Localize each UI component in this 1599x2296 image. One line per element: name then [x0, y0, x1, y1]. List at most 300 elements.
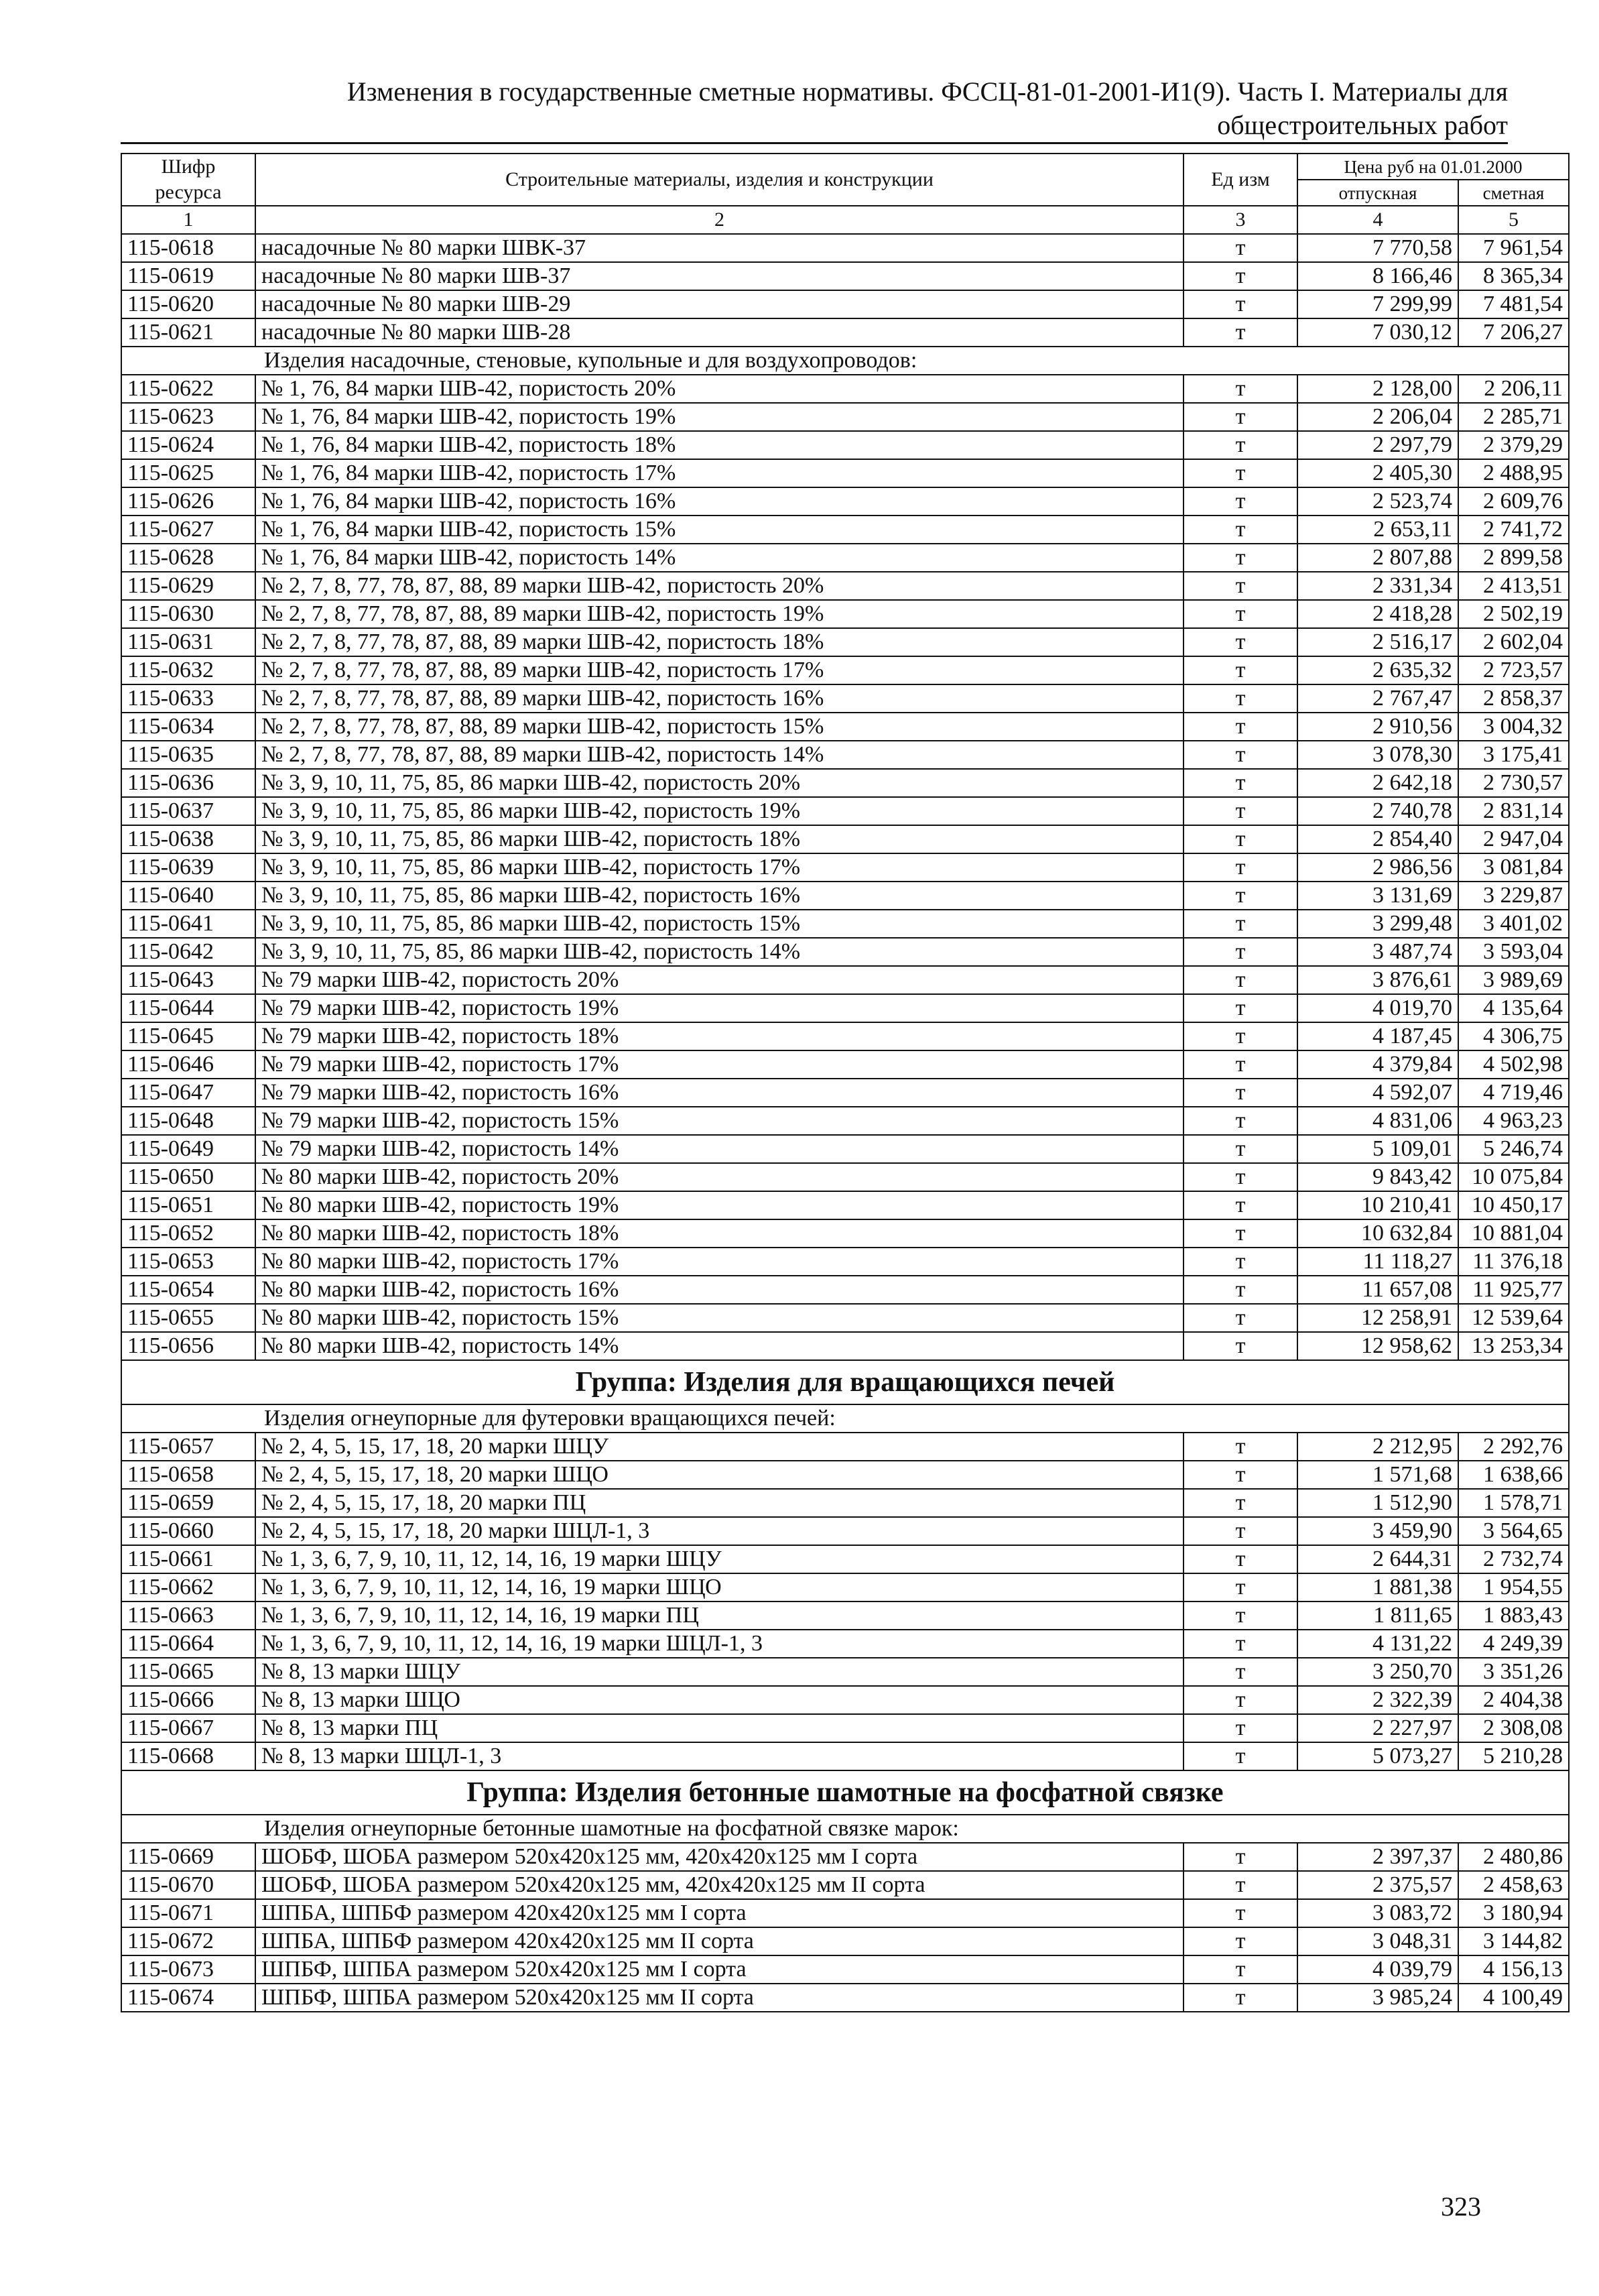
header-name: Строительные материалы, изделия и конструкции — [255, 154, 1184, 206]
cell-price-estimate: 4 502,98 — [1458, 1050, 1569, 1079]
table-row — [121, 1163, 1569, 1191]
cell-unit: т — [1184, 1107, 1297, 1135]
cell-name: № 2, 4, 5, 15, 17, 18, 20 марки ШЦЛ-1, 3 — [255, 1517, 1184, 1545]
cell-code: 115-0643 — [121, 966, 255, 994]
cell-name: № 80 марки ШВ-42, пористость 17% — [255, 1248, 1184, 1276]
cell-price-release: 12 958,62 — [1297, 1332, 1458, 1360]
cell-unit: т — [1184, 572, 1297, 600]
cell-unit: т — [1184, 1191, 1297, 1219]
cell-price-release: 2 642,18 — [1297, 769, 1458, 797]
cell-code: 115-0673 — [121, 1955, 255, 1984]
table-row — [121, 853, 1569, 882]
table-row — [121, 572, 1569, 600]
cell-unit: т — [1184, 966, 1297, 994]
cell-price-release: 2 418,28 — [1297, 600, 1458, 628]
cell-code: 115-0638 — [121, 825, 255, 853]
cell-name: № 8, 13 марки ШЦО — [255, 1686, 1184, 1714]
cell-price-estimate: 3 175,41 — [1458, 741, 1569, 769]
page-header — [121, 75, 1508, 142]
table-row — [121, 403, 1569, 431]
cell-price-estimate: 2 732,74 — [1458, 1545, 1569, 1573]
table-row — [121, 1304, 1569, 1332]
cell-code: 115-0634 — [121, 713, 255, 741]
cell-code: 115-0627 — [121, 516, 255, 544]
cell-price-estimate: 3 229,87 — [1458, 882, 1569, 910]
cell-unit: т — [1184, 1276, 1297, 1304]
cell-price-estimate: 2 858,37 — [1458, 684, 1569, 713]
cell-price-release: 10 632,84 — [1297, 1219, 1458, 1248]
group-title: Группа: Изделия для вращающихся печей — [121, 1360, 1569, 1404]
header-unit: Ед изм — [1184, 154, 1297, 206]
cell-unit: т — [1184, 1079, 1297, 1107]
cell-price-release: 3 459,90 — [1297, 1517, 1458, 1545]
cell-price-estimate: 2 723,57 — [1458, 656, 1569, 684]
cell-price-estimate: 4 249,39 — [1458, 1630, 1569, 1658]
cell-price-estimate: 12 539,64 — [1458, 1304, 1569, 1332]
cell-price-estimate: 2 741,72 — [1458, 516, 1569, 544]
cell-price-estimate: 1 954,55 — [1458, 1573, 1569, 1602]
cell-name: № 1, 3, 6, 7, 9, 10, 11, 12, 14, 16, 19 марки ПЦ — [255, 1602, 1184, 1630]
cell-price-estimate: 2 413,51 — [1458, 572, 1569, 600]
cell-code: 115-0640 — [121, 882, 255, 910]
cell-code: 115-0664 — [121, 1630, 255, 1658]
table-row — [121, 1517, 1569, 1545]
cell-unit: т — [1184, 741, 1297, 769]
cell-price-estimate: 2 206,11 — [1458, 375, 1569, 403]
cell-price-release: 2 297,79 — [1297, 431, 1458, 459]
cell-price-release: 3 131,69 — [1297, 882, 1458, 910]
table-row — [121, 375, 1569, 403]
cell-name: № 3, 9, 10, 11, 75, 85, 86 марки ШВ-42, пористость 17% — [255, 853, 1184, 882]
cell-price-release: 4 039,79 — [1297, 1955, 1458, 1984]
cell-name: № 1, 3, 6, 7, 9, 10, 11, 12, 14, 16, 19 марки ШЦУ — [255, 1545, 1184, 1573]
cell-name: № 3, 9, 10, 11, 75, 85, 86 марки ШВ-42, пористость 19% — [255, 797, 1184, 825]
table-row — [121, 938, 1569, 966]
cell-name: № 1, 76, 84 марки ШВ-42, пористость 17% — [255, 459, 1184, 487]
table-row — [121, 684, 1569, 713]
cell-price-estimate: 4 100,49 — [1458, 1984, 1569, 2012]
cell-unit: т — [1184, 1843, 1297, 1871]
cell-unit: т — [1184, 318, 1297, 347]
table-row — [121, 628, 1569, 656]
cell-unit: т — [1184, 1332, 1297, 1360]
cell-unit: т — [1184, 1050, 1297, 1079]
cell-price-release: 1 571,68 — [1297, 1461, 1458, 1489]
cell-name: № 79 марки ШВ-42, пористость 17% — [255, 1050, 1184, 1079]
table-row — [121, 431, 1569, 459]
subgroup-heading-row — [121, 1815, 1569, 1843]
cell-price-estimate: 2 285,71 — [1458, 403, 1569, 431]
cell-unit: т — [1184, 1658, 1297, 1686]
cell-price-estimate: 3 989,69 — [1458, 966, 1569, 994]
header-price-release: отпускная — [1297, 180, 1458, 206]
cell-name: ШПБФ, ШПБА размером 520x420x125 мм II сорта — [255, 1984, 1184, 2012]
group-heading-row — [121, 1360, 1569, 1404]
cell-name: № 8, 13 марки ПЦ — [255, 1714, 1184, 1742]
cell-price-estimate: 7 206,27 — [1458, 318, 1569, 347]
cell-code: 115-0672 — [121, 1927, 255, 1955]
cell-price-estimate: 3 351,26 — [1458, 1658, 1569, 1686]
group-heading-row — [121, 1770, 1569, 1815]
cell-code: 115-0628 — [121, 544, 255, 572]
cell-code: 115-0645 — [121, 1022, 255, 1050]
table-row — [121, 994, 1569, 1022]
cell-unit: т — [1184, 1573, 1297, 1602]
cell-price-estimate: 3 004,32 — [1458, 713, 1569, 741]
table-row — [121, 1955, 1569, 1984]
cell-price-estimate: 4 963,23 — [1458, 1107, 1569, 1135]
table-row — [121, 1022, 1569, 1050]
table-row — [121, 1573, 1569, 1602]
cell-code: 115-0630 — [121, 600, 255, 628]
cell-name: насадочные № 80 марки ШВ-28 — [255, 318, 1184, 347]
cell-price-release: 1 881,38 — [1297, 1573, 1458, 1602]
cell-price-estimate: 1 883,43 — [1458, 1602, 1569, 1630]
cell-unit: т — [1184, 375, 1297, 403]
cell-unit: т — [1184, 1955, 1297, 1984]
cell-price-estimate: 2 404,38 — [1458, 1686, 1569, 1714]
cell-unit: т — [1184, 853, 1297, 882]
cell-price-release: 3 078,30 — [1297, 741, 1458, 769]
table-row — [121, 1927, 1569, 1955]
cell-code: 115-0658 — [121, 1461, 255, 1489]
cell-code: 115-0622 — [121, 375, 255, 403]
table-row — [121, 741, 1569, 769]
table-row — [121, 1079, 1569, 1107]
cell-unit: т — [1184, 1871, 1297, 1899]
cell-name: № 80 марки ШВ-42, пористость 19% — [255, 1191, 1184, 1219]
cell-code: 115-0619 — [121, 262, 255, 290]
cell-name: № 3, 9, 10, 11, 75, 85, 86 марки ШВ-42, пористость 15% — [255, 910, 1184, 938]
cell-code: 115-0626 — [121, 487, 255, 516]
table-row — [121, 1433, 1569, 1461]
cell-code: 115-0668 — [121, 1742, 255, 1770]
table-row — [121, 656, 1569, 684]
cell-code: 115-0657 — [121, 1433, 255, 1461]
cell-price-estimate: 1 638,66 — [1458, 1461, 1569, 1489]
cell-price-estimate: 2 609,76 — [1458, 487, 1569, 516]
cell-unit: т — [1184, 1714, 1297, 1742]
cell-unit: т — [1184, 656, 1297, 684]
cell-price-release: 3 876,61 — [1297, 966, 1458, 994]
cell-name: № 79 марки ШВ-42, пористость 14% — [255, 1135, 1184, 1163]
cell-unit: т — [1184, 1433, 1297, 1461]
cell-price-estimate: 3 593,04 — [1458, 938, 1569, 966]
cell-code: 115-0629 — [121, 572, 255, 600]
cell-unit: т — [1184, 1984, 1297, 2012]
table-row — [121, 797, 1569, 825]
table-row — [121, 1742, 1569, 1770]
column-number: 2 — [255, 206, 1184, 234]
cell-price-estimate: 2 899,58 — [1458, 544, 1569, 572]
cell-name: № 1, 76, 84 марки ШВ-42, пористость 15% — [255, 516, 1184, 544]
cell-price-release: 3 985,24 — [1297, 1984, 1458, 2012]
cell-name: № 1, 76, 84 марки ШВ-42, пористость 16% — [255, 487, 1184, 516]
cell-price-release: 11 118,27 — [1297, 1248, 1458, 1276]
cell-unit: т — [1184, 938, 1297, 966]
cell-price-release: 2 212,95 — [1297, 1433, 1458, 1461]
table-row — [121, 825, 1569, 853]
cell-name: ШОБФ, ШОБА размером 520x420x125 мм, 420x420x125 мм II сорта — [255, 1871, 1184, 1899]
cell-name: № 2, 7, 8, 77, 78, 87, 88, 89 марки ШВ-42, пористость 15% — [255, 713, 1184, 741]
cell-name: № 80 марки ШВ-42, пористость 16% — [255, 1276, 1184, 1304]
cell-price-release: 3 299,48 — [1297, 910, 1458, 938]
cell-price-estimate: 5 246,74 — [1458, 1135, 1569, 1163]
header-rule — [121, 142, 1508, 144]
cell-price-release: 2 635,32 — [1297, 656, 1458, 684]
cell-name: № 3, 9, 10, 11, 75, 85, 86 марки ШВ-42, пористость 20% — [255, 769, 1184, 797]
cell-price-release: 2 128,00 — [1297, 375, 1458, 403]
table-row — [121, 1461, 1569, 1489]
cell-price-estimate: 2 488,95 — [1458, 459, 1569, 487]
cell-code: 115-0647 — [121, 1079, 255, 1107]
table-row — [121, 1871, 1569, 1899]
table-body — [121, 234, 1569, 2012]
cell-price-release: 3 250,70 — [1297, 1658, 1458, 1686]
table-row — [121, 262, 1569, 290]
cell-price-release: 2 375,57 — [1297, 1871, 1458, 1899]
cell-unit: т — [1184, 1248, 1297, 1276]
cell-price-release: 4 831,06 — [1297, 1107, 1458, 1135]
table-row — [121, 516, 1569, 544]
cell-code: 115-0669 — [121, 1843, 255, 1871]
cell-code: 115-0654 — [121, 1276, 255, 1304]
subgroup-title: Изделия насадочные, стеновые, купольные и для воздухопроводов: — [121, 347, 1569, 375]
subgroup-heading-row — [121, 1404, 1569, 1433]
cell-price-release: 2 523,74 — [1297, 487, 1458, 516]
group-title: Группа: Изделия бетонные шамотные на фосфатной связке — [121, 1770, 1569, 1815]
cell-name: № 2, 7, 8, 77, 78, 87, 88, 89 марки ШВ-42, пористость 20% — [255, 572, 1184, 600]
cell-name: № 79 марки ШВ-42, пористость 15% — [255, 1107, 1184, 1135]
cell-name: № 2, 7, 8, 77, 78, 87, 88, 89 марки ШВ-42, пористость 19% — [255, 600, 1184, 628]
cell-price-estimate: 8 365,34 — [1458, 262, 1569, 290]
cell-price-release: 7 030,12 — [1297, 318, 1458, 347]
cell-price-estimate: 2 292,76 — [1458, 1433, 1569, 1461]
cell-unit: т — [1184, 431, 1297, 459]
cell-code: 115-0648 — [121, 1107, 255, 1135]
cell-price-release: 2 767,47 — [1297, 684, 1458, 713]
cell-unit: т — [1184, 1219, 1297, 1248]
cell-price-estimate: 2 480,86 — [1458, 1843, 1569, 1871]
cell-price-release: 4 131,22 — [1297, 1630, 1458, 1658]
table-row — [121, 1050, 1569, 1079]
cell-code: 115-0653 — [121, 1248, 255, 1276]
table-row — [121, 1191, 1569, 1219]
subgroup-title: Изделия огнеупорные бетонные шамотные на фосфатной связке марок: — [121, 1815, 1569, 1843]
cell-code: 115-0637 — [121, 797, 255, 825]
cell-name: № 8, 13 марки ШЦУ — [255, 1658, 1184, 1686]
cell-price-estimate: 7 961,54 — [1458, 234, 1569, 262]
cell-unit: т — [1184, 1489, 1297, 1517]
cell-name: ШПБФ, ШПБА размером 520x420x125 мм I сорта — [255, 1955, 1184, 1984]
cell-price-release: 2 854,40 — [1297, 825, 1458, 853]
cell-name: насадочные № 80 марки ШВК-37 — [255, 234, 1184, 262]
cell-price-release: 3 487,74 — [1297, 938, 1458, 966]
cell-name: № 2, 7, 8, 77, 78, 87, 88, 89 марки ШВ-42, пористость 18% — [255, 628, 1184, 656]
cell-price-release: 12 258,91 — [1297, 1304, 1458, 1332]
cell-price-estimate: 3 564,65 — [1458, 1517, 1569, 1545]
header-price: Цена руб на 01.01.2000 — [1297, 154, 1569, 180]
cell-unit: т — [1184, 713, 1297, 741]
cell-price-release: 2 227,97 — [1297, 1714, 1458, 1742]
cell-name: № 79 марки ШВ-42, пористость 18% — [255, 1022, 1184, 1050]
table-row — [121, 1630, 1569, 1658]
cell-name: № 80 марки ШВ-42, пористость 14% — [255, 1332, 1184, 1360]
materials-price-table — [121, 153, 1570, 2012]
table-row — [121, 713, 1569, 741]
cell-code: 115-0650 — [121, 1163, 255, 1191]
cell-price-estimate: 2 602,04 — [1458, 628, 1569, 656]
cell-unit: т — [1184, 1630, 1297, 1658]
cell-price-release: 1 811,65 — [1297, 1602, 1458, 1630]
cell-price-estimate: 10 450,17 — [1458, 1191, 1569, 1219]
page-number: 323 — [1441, 2191, 1481, 2222]
cell-price-release: 11 657,08 — [1297, 1276, 1458, 1304]
cell-code: 115-0660 — [121, 1517, 255, 1545]
cell-price-release: 2 397,37 — [1297, 1843, 1458, 1871]
cell-price-estimate: 11 376,18 — [1458, 1248, 1569, 1276]
cell-price-release: 8 166,46 — [1297, 262, 1458, 290]
cell-unit: т — [1184, 797, 1297, 825]
cell-unit: т — [1184, 600, 1297, 628]
table-row — [121, 1843, 1569, 1871]
cell-price-estimate: 2 379,29 — [1458, 431, 1569, 459]
cell-price-estimate: 4 306,75 — [1458, 1022, 1569, 1050]
cell-unit: т — [1184, 262, 1297, 290]
cell-name: ШОБФ, ШОБА размером 520x420x125 мм, 420x420x125 мм I сорта — [255, 1843, 1184, 1871]
cell-name: № 2, 7, 8, 77, 78, 87, 88, 89 марки ШВ-42, пористость 14% — [255, 741, 1184, 769]
cell-code: 115-0621 — [121, 318, 255, 347]
cell-price-estimate: 4 135,64 — [1458, 994, 1569, 1022]
cell-price-estimate: 1 578,71 — [1458, 1489, 1569, 1517]
cell-price-estimate: 4 156,13 — [1458, 1955, 1569, 1984]
cell-code: 115-0666 — [121, 1686, 255, 1714]
table-row — [121, 910, 1569, 938]
cell-code: 115-0667 — [121, 1714, 255, 1742]
cell-code: 115-0620 — [121, 290, 255, 318]
cell-price-release: 1 512,90 — [1297, 1489, 1458, 1517]
column-number: 3 — [1184, 206, 1297, 234]
cell-name: № 80 марки ШВ-42, пористость 20% — [255, 1163, 1184, 1191]
cell-unit: т — [1184, 769, 1297, 797]
cell-price-release: 2 910,56 — [1297, 713, 1458, 741]
table-row — [121, 1984, 1569, 2012]
table-row — [121, 1602, 1569, 1630]
cell-code: 115-0641 — [121, 910, 255, 938]
table-row — [121, 1714, 1569, 1742]
cell-name: № 2, 4, 5, 15, 17, 18, 20 марки ШЦУ — [255, 1433, 1184, 1461]
table-row — [121, 1686, 1569, 1714]
cell-name: № 3, 9, 10, 11, 75, 85, 86 марки ШВ-42, пористость 14% — [255, 938, 1184, 966]
cell-price-estimate: 2 947,04 — [1458, 825, 1569, 853]
cell-code: 115-0661 — [121, 1545, 255, 1573]
cell-code: 115-0655 — [121, 1304, 255, 1332]
cell-name: насадочные № 80 марки ШВ-29 — [255, 290, 1184, 318]
cell-name: № 8, 13 марки ШЦЛ-1, 3 — [255, 1742, 1184, 1770]
cell-price-estimate: 3 180,94 — [1458, 1899, 1569, 1927]
cell-code: 115-0625 — [121, 459, 255, 487]
header-line-2: общестроительных работ — [1217, 110, 1508, 140]
cell-unit: т — [1184, 403, 1297, 431]
cell-unit: т — [1184, 1022, 1297, 1050]
header-price-estimate: сметная — [1458, 180, 1569, 206]
cell-price-release: 2 653,11 — [1297, 516, 1458, 544]
cell-name: ШПБА, ШПБФ размером 420x420x125 мм I сорта — [255, 1899, 1184, 1927]
table-row — [121, 1107, 1569, 1135]
cell-name: № 1, 76, 84 марки ШВ-42, пористость 18% — [255, 431, 1184, 459]
cell-name: № 1, 3, 6, 7, 9, 10, 11, 12, 14, 16, 19 марки ШЦО — [255, 1573, 1184, 1602]
cell-unit: т — [1184, 544, 1297, 572]
cell-unit: т — [1184, 1135, 1297, 1163]
cell-price-release: 3 083,72 — [1297, 1899, 1458, 1927]
cell-price-release: 3 048,31 — [1297, 1927, 1458, 1955]
cell-code: 115-0649 — [121, 1135, 255, 1163]
cell-code: 115-0624 — [121, 431, 255, 459]
header-code: Шифр ресурса — [121, 154, 255, 206]
cell-price-estimate: 7 481,54 — [1458, 290, 1569, 318]
cell-name: № 79 марки ШВ-42, пористость 16% — [255, 1079, 1184, 1107]
cell-unit: т — [1184, 1461, 1297, 1489]
cell-code: 115-0662 — [121, 1573, 255, 1602]
cell-price-release: 5 109,01 — [1297, 1135, 1458, 1163]
cell-code: 115-0642 — [121, 938, 255, 966]
table-row — [121, 290, 1569, 318]
cell-price-release: 5 073,27 — [1297, 1742, 1458, 1770]
cell-unit: т — [1184, 1163, 1297, 1191]
cell-name: № 80 марки ШВ-42, пористость 18% — [255, 1219, 1184, 1248]
cell-name: ШПБА, ШПБФ размером 420x420x125 мм II сорта — [255, 1927, 1184, 1955]
cell-code: 115-0639 — [121, 853, 255, 882]
cell-price-release: 10 210,41 — [1297, 1191, 1458, 1219]
cell-price-estimate: 3 081,84 — [1458, 853, 1569, 882]
table-row — [121, 1135, 1569, 1163]
cell-name: № 79 марки ШВ-42, пористость 19% — [255, 994, 1184, 1022]
cell-code: 115-0656 — [121, 1332, 255, 1360]
cell-name: № 79 марки ШВ-42, пористость 20% — [255, 966, 1184, 994]
cell-code: 115-0663 — [121, 1602, 255, 1630]
table-row — [121, 1658, 1569, 1686]
cell-name: № 1, 76, 84 марки ШВ-42, пористость 19% — [255, 403, 1184, 431]
cell-price-release: 4 019,70 — [1297, 994, 1458, 1022]
cell-price-release: 2 516,17 — [1297, 628, 1458, 656]
cell-code: 115-0646 — [121, 1050, 255, 1079]
cell-price-estimate: 4 719,46 — [1458, 1079, 1569, 1107]
cell-unit: т — [1184, 825, 1297, 853]
table-row — [121, 769, 1569, 797]
cell-name: № 2, 7, 8, 77, 78, 87, 88, 89 марки ШВ-42, пористость 16% — [255, 684, 1184, 713]
table-row — [121, 1276, 1569, 1304]
table-row — [121, 1248, 1569, 1276]
cell-price-estimate: 3 401,02 — [1458, 910, 1569, 938]
table-row — [121, 1899, 1569, 1927]
cell-unit: т — [1184, 1517, 1297, 1545]
cell-price-estimate: 10 881,04 — [1458, 1219, 1569, 1248]
cell-code: 115-0652 — [121, 1219, 255, 1248]
cell-code: 115-0635 — [121, 741, 255, 769]
cell-unit: т — [1184, 234, 1297, 262]
cell-code: 115-0651 — [121, 1191, 255, 1219]
cell-price-estimate: 2 308,08 — [1458, 1714, 1569, 1742]
table-row — [121, 544, 1569, 572]
cell-price-estimate: 3 144,82 — [1458, 1927, 1569, 1955]
cell-price-release: 7 299,99 — [1297, 290, 1458, 318]
table-row — [121, 234, 1569, 262]
cell-price-estimate: 2 730,57 — [1458, 769, 1569, 797]
cell-code: 115-0659 — [121, 1489, 255, 1517]
cell-name: № 1, 3, 6, 7, 9, 10, 11, 12, 14, 16, 19 марки ШЦЛ-1, 3 — [255, 1630, 1184, 1658]
cell-unit: т — [1184, 684, 1297, 713]
subgroup-title: Изделия огнеупорные для футеровки вращающихся печей: — [121, 1404, 1569, 1433]
